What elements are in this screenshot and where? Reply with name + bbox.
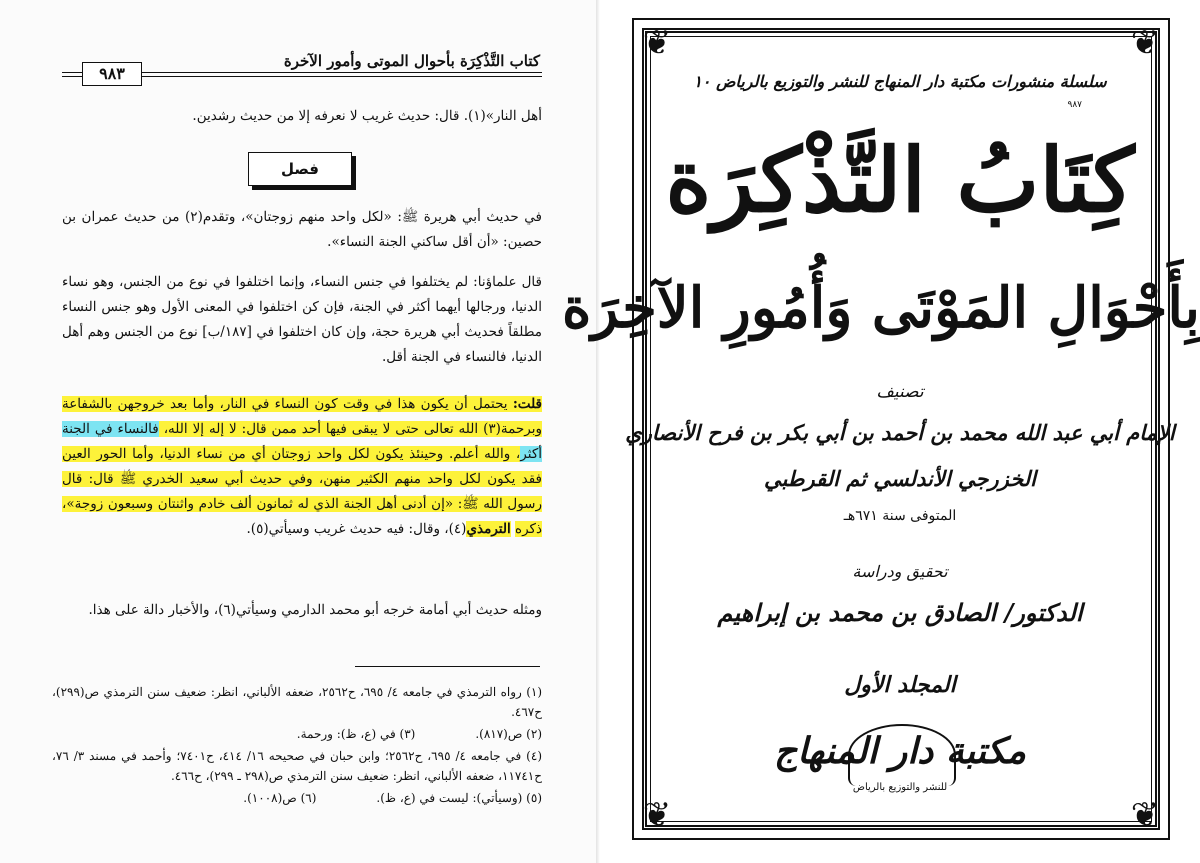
para3-tail: (٤)، وقال: فيه حديث غريب وسيأتي(٥).: [246, 521, 467, 537]
running-header-title: كتاب التَّذْكِرَة بأحوال الموتى وأمور الآخرة: [283, 52, 540, 70]
publisher-subline: للنشر والتوزيع بالرياض: [852, 782, 948, 793]
footnote-3: (٣) في (ع، ظ): ورحمة.: [296, 727, 416, 741]
paragraph-4: [62, 598, 542, 623]
footnote-row-5-6: [52, 788, 542, 808]
publisher-name: مكتبة دار المنهاج: [773, 730, 1027, 772]
footnote-rule: [355, 666, 540, 667]
para3-cyan-highlight: فالنساء في الجنة أكثر: [62, 421, 542, 462]
page-number: ٩٨٣: [82, 62, 142, 86]
volume-label: المجلد الأول: [844, 672, 956, 698]
author-line-1: الإمام أبي عبد الله محمد بن أحمد بن أبي بكر بن فرح الأنصاري: [625, 420, 1175, 445]
tasnif-label: تصنيف: [876, 382, 924, 402]
death-year: المتوفى سنة ٦٧١هـ: [843, 508, 957, 524]
paragraph-3-highlighted: [62, 392, 542, 542]
paragraph-2: [62, 270, 542, 370]
footnote-6: (٦) ص(١٠٠٨).: [243, 791, 317, 805]
footnote-5: (٥) (وسيأتي): ليست في (ع، ظ).: [376, 791, 542, 805]
footnote-1: (١) رواه الترمذي في جامعه ٤/ ٦٩٥، ح٢٥٦٢، ضعفه الألباني، انظر: ضعيف سنن الترمذي ص(٢٩٩)، ح٤٦٧.: [52, 685, 543, 719]
para3-lead: قلت:: [512, 396, 542, 412]
corner-ornament-icon: ❦: [1130, 23, 1160, 63]
intro-text: أهل النار»(١). قال: حديث غريب لا نعرفه إلا من حديث رشدين.: [192, 108, 542, 124]
editor-name: الدكتور/ الصادق بن محمد بن إبراهيم: [717, 598, 1083, 627]
paragraph-2-text: قال علماؤنا: لم يختلفوا في جنس النساء، وإنما اختلفوا في نوع من الجنس، وهو نساء الدنيا، ورجالها أيهما أكثر في الجنة، فإن كن اختلفوا في المعنى الأول وهو جنس النساء مطلقاً فحديث أبي هريرة حجة، وإن كان اختلفوا في [١٨٧/ب] نوع من الجنس وهم أهل الدنيا، فالنساء في الجنة أقل.: [62, 274, 543, 365]
footnote-row-2-3: [52, 724, 542, 744]
series-subnumber: ٩٨٧: [1067, 100, 1082, 110]
section-heading: فصل: [248, 152, 352, 186]
intro-paragraph: [62, 104, 542, 129]
paragraph-1-text: في حديث أبي هريرة ﷺ: «لكل واحد منهم زوجتان»، وتقدم(٢) من حديث عمران بن حصين: «أن أقل ساكني الجنة النساء».: [62, 209, 542, 250]
series-line: سلسلة منشورات مكتبة دار المنهاج للنشر والتوزيع بالرياض ١٠: [693, 72, 1107, 91]
corner-ornament-icon: ❦: [642, 795, 672, 835]
para3-part2: ، والله أعلم. وحينئذ يكون لكل واحد زوجتان أي من نساء الدنيا، وأما الحور العين فقد يكون لكل واحد منهم الكثير منهن، وفي حديث أبي سعيد الخدري ﷺ قال: قال رسول الله ﷺ: «إن أدنى أهل الجنة الذي له ثمانون ألف خادم واثنتان وسبعون زوجة»، ذكره: [62, 446, 542, 537]
footnotes: [52, 682, 542, 810]
footnote-2: (٢) ص(٨١٧).: [475, 727, 542, 741]
corner-ornament-icon: ❦: [642, 23, 672, 63]
right-page-title: [561, 0, 1200, 863]
paragraph-4-text: ومثله حديث أبي أمامة خرجه أبو محمد الدارمي وسيأتي(٦)، والأخبار دالة على هذا.: [88, 602, 542, 618]
tahqiq-label: تحقيق ودراسة: [852, 562, 948, 581]
para3-part1: يحتمل أن يكون هذا في وقت كون النساء في النار، وأما بعد خروجهن بالشفاعة وبرحمة(٣) الله تعالى حتى لا يبقى فيها أحد ممن قال: لا إله إلا الله،: [62, 396, 542, 437]
author-line-2: الخزرجي الأندلسي ثم القرطبي: [763, 466, 1037, 491]
para3-bold-end: الترمذي: [466, 521, 511, 537]
corner-ornament-icon: ❦: [1130, 795, 1160, 835]
footnote-4: (٤) في جامعه ٤/ ٦٩٥، ح٢٥٦٢؛ وابن حبان في صحيحه ١٦/ ٤١٤، ح٧٤٠١؛ وأحمد في مسند ٣/ ٧٦، ح١١٧٤١، ضعفه الألباني، انظر: ضعيف سنن الترمذي ص(٢٩٨ ـ ٢٩٩)، ح٤٦٦.: [52, 749, 542, 783]
book-title: كِتَابُ التَّذْكِرَة: [665, 128, 1135, 232]
book-subtitle: بِأَحْوَالِ المَوْتَى وَأُمُورِ الآخِرَة: [561, 275, 1200, 341]
paragraph-1: [62, 205, 542, 255]
